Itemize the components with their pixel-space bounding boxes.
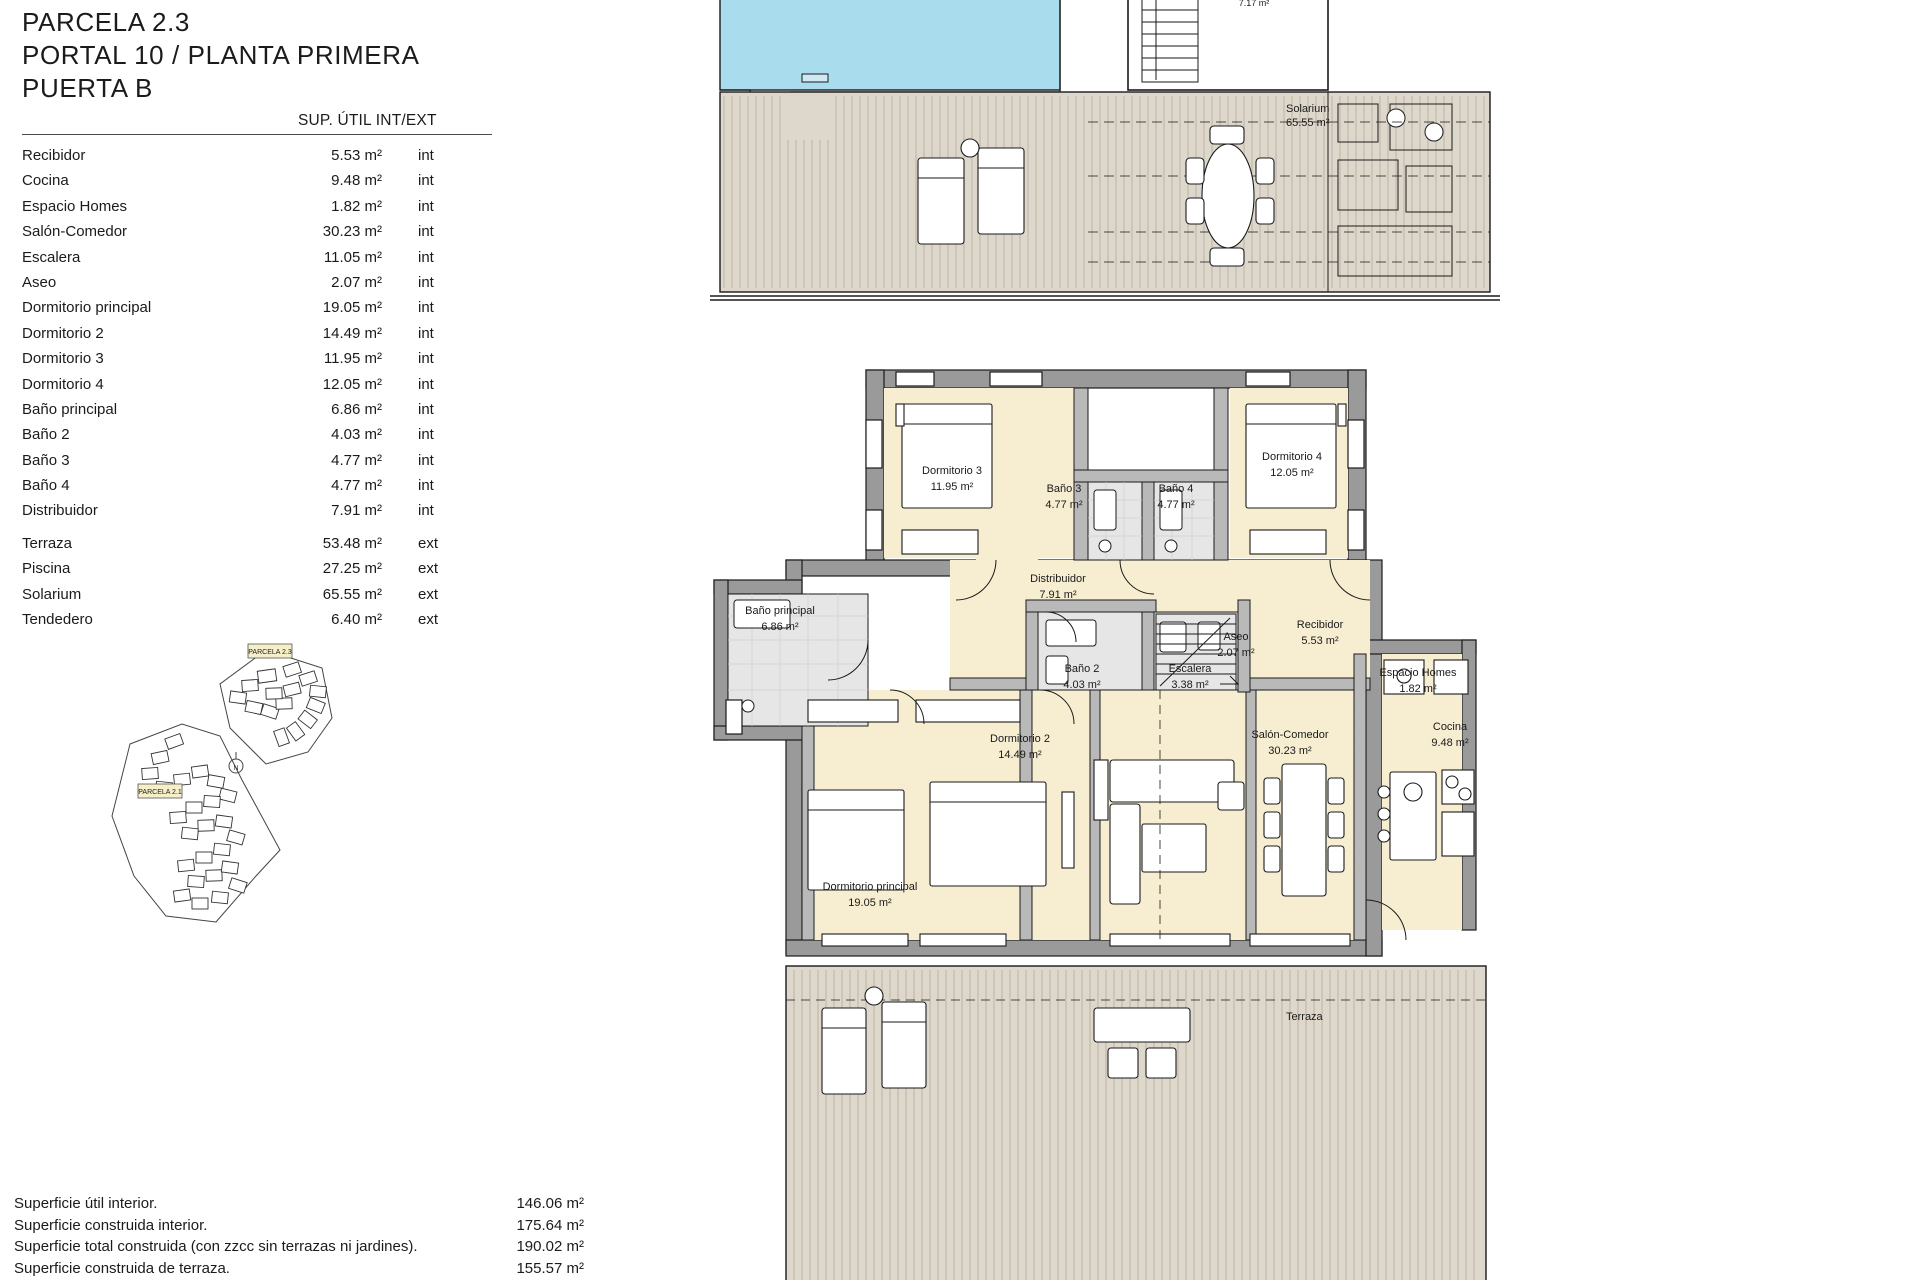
room-name: Baño principal (22, 401, 117, 418)
room-area: 5.53 m² (262, 147, 382, 164)
room-type: int (418, 452, 434, 469)
room-area: 4.77 m² (262, 477, 382, 494)
siteplan-tag-lower: PARCELA 2.1 (138, 789, 182, 796)
room-area: 4.77 m² (262, 452, 382, 469)
room-area: 27.25 m² (262, 560, 382, 577)
plan-label-dormitorio4-name: Dormitorio 4 (1262, 451, 1322, 463)
room-area: 14.49 m² (262, 325, 382, 342)
plan-label-distribuidor-name: Distribuidor (1030, 573, 1086, 585)
page-title-line-1: PARCELA 2.3 (22, 6, 420, 39)
room-name: Dormitorio 4 (22, 376, 104, 393)
table-row (22, 170, 492, 195)
table-row (22, 323, 492, 348)
plan-label-dormitorio3-name: Dormitorio 3 (922, 465, 982, 477)
room-area: 9.48 m² (262, 172, 382, 189)
plan-label-bano2-area: 4.03 m² (1063, 679, 1101, 691)
summary-row (14, 1260, 674, 1281)
sofa (1110, 760, 1234, 802)
table-row (22, 450, 492, 475)
room-type: int (418, 172, 434, 189)
plan-label-solarium-area: 65.55 m² (1286, 117, 1330, 129)
parcel-outline-lower (112, 724, 280, 922)
room-schedule-table (22, 145, 492, 634)
summary-row (14, 1217, 674, 1239)
summary-label: Superficie construida de terraza. (14, 1260, 230, 1277)
table-row (22, 609, 492, 634)
summary-row (14, 1238, 674, 1260)
upper-small-area-label: 7.17 m² (1239, 0, 1270, 8)
room-type: int (418, 477, 434, 494)
room-area: 2.07 m² (262, 274, 382, 291)
upper-plan-solarium (710, 0, 1500, 300)
room-type: int (418, 502, 434, 519)
room-name: Recibidor (22, 147, 85, 164)
room-type: int (418, 274, 434, 291)
room-area: 7.91 m² (262, 502, 382, 519)
table-row (22, 297, 492, 322)
room-area: 11.05 m² (262, 249, 382, 266)
plan-label-dormitorio-principal-name: Dormitorio principal (823, 881, 918, 893)
room-name: Espacio Homes (22, 198, 127, 215)
page-title-line-3: PUERTA B (22, 72, 420, 105)
plan-label-bano4-area: 4.77 m² (1157, 499, 1195, 511)
plan-label-dormitorio2-name: Dormitorio 2 (990, 733, 1050, 745)
table-row (22, 221, 492, 246)
plan-label-bano4-name: Baño 4 (1159, 483, 1194, 495)
coffee-table (1142, 824, 1206, 872)
room-area: 53.48 m² (262, 535, 382, 552)
room-area: 65.55 m² (262, 586, 382, 603)
room-name: Dormitorio 3 (22, 350, 104, 367)
plan-label-bano2-name: Baño 2 (1065, 663, 1100, 675)
room-name: Escalera (22, 249, 80, 266)
table-row (22, 558, 492, 583)
room-type: int (418, 147, 434, 164)
plan-label-bano-principal-area: 6.86 m² (761, 621, 799, 633)
north-arrow-icon (229, 752, 243, 773)
table-row (22, 584, 492, 609)
room-type: int (418, 350, 434, 367)
room-name: Terraza (22, 535, 72, 552)
title-block (22, 6, 420, 105)
table-row (22, 348, 492, 373)
room-name: Tendedero (22, 611, 93, 628)
summary-label: Superficie total construida (con zzcc sin terrazas ni jardines). (14, 1238, 418, 1255)
plan-label-espacio-homes-name: Espacio Homes (1379, 667, 1457, 679)
room-name: Aseo (22, 274, 56, 291)
plan-label-escalera-area: 3.38 m² (1171, 679, 1209, 691)
plan-label-recibidor-area: 5.53 m² (1301, 635, 1339, 647)
plan-label-solarium-name: Solarium (1286, 103, 1329, 115)
room-name: Baño 4 (22, 477, 70, 494)
plan-label-salon-comedor-name: Salón-Comedor (1251, 729, 1328, 741)
room-type: int (418, 376, 434, 393)
info-panel (0, 0, 690, 1280)
room-name: Dormitorio principal (22, 299, 151, 316)
site-key-plan (70, 640, 390, 950)
room-area: 30.23 m² (262, 223, 382, 240)
room-name: Cocina (22, 172, 69, 189)
room-type: ext (418, 535, 438, 552)
plan-label-terraza: Terraza (1286, 1011, 1324, 1023)
room-type: int (418, 426, 434, 443)
table-row (22, 533, 492, 558)
room-name: Piscina (22, 560, 70, 577)
pool-shape (720, 0, 1060, 90)
main-floor-plan (714, 370, 1476, 960)
summary-value: 175.64 m² (434, 1217, 584, 1234)
room-type: ext (418, 611, 438, 628)
plan-label-dormitorio4-area: 12.05 m² (1270, 467, 1314, 479)
room-type: int (418, 249, 434, 266)
summary-label: Superficie construida interior. (14, 1217, 207, 1234)
plan-label-aseo-area: 2.07 m² (1217, 647, 1255, 659)
room-type: ext (418, 586, 438, 603)
table-row (22, 399, 492, 424)
dining-table (1282, 764, 1326, 896)
table-header-divider (22, 134, 492, 135)
room-type: int (418, 299, 434, 316)
plan-label-espacio-homes-area: 1.82 m² (1399, 683, 1437, 695)
room-area: 11.95 m² (262, 350, 382, 367)
room-area: 6.40 m² (262, 611, 382, 628)
table-row (22, 272, 492, 297)
summary-value: 190.02 m² (434, 1238, 584, 1255)
room-name: Baño 2 (22, 426, 70, 443)
table-row (22, 196, 492, 221)
summary-label: Superficie útil interior. (14, 1195, 157, 1212)
plan-label-distribuidor-area: 7.91 m² (1039, 589, 1077, 601)
plan-label-aseo-name: Aseo (1223, 631, 1248, 643)
room-type: int (418, 223, 434, 240)
plan-label-bano3-area: 4.77 m² (1045, 499, 1083, 511)
summary-value: 155.57 m² (434, 1260, 584, 1277)
table-row (22, 145, 492, 170)
svg-text:N: N (233, 765, 238, 772)
table-row (22, 247, 492, 272)
table-columns-header: SUP. ÚTIL INT/EXT (298, 112, 437, 130)
plan-label-bano-principal-name: Baño principal (745, 605, 815, 617)
plan-label-dormitorio-principal-area: 19.05 m² (848, 897, 892, 909)
lower-terrace (786, 966, 1486, 1280)
page-title-line-2: PORTAL 10 / PLANTA PRIMERA (22, 39, 420, 72)
plan-label-dormitorio2-area: 14.49 m² (998, 749, 1042, 761)
room-area: 12.05 m² (262, 376, 382, 393)
table-row (22, 475, 492, 500)
room-area: 6.86 m² (262, 401, 382, 418)
room-area: 1.82 m² (262, 198, 382, 215)
room-name: Dormitorio 2 (22, 325, 104, 342)
plan-label-escalera-name: Escalera (1169, 663, 1213, 675)
table-row (22, 374, 492, 399)
summary-value: 146.06 m² (434, 1195, 584, 1212)
plan-label-cocina-area: 9.48 m² (1431, 737, 1469, 749)
room-type: int (418, 401, 434, 418)
room-type: int (418, 325, 434, 342)
room-name: Salón-Comedor (22, 223, 127, 240)
room-name: Distribuidor (22, 502, 98, 519)
siteplan-tag-upper: PARCELA 2.3 (248, 649, 292, 656)
area-summary (14, 1195, 674, 1281)
room-name: Baño 3 (22, 452, 70, 469)
table-row (22, 424, 492, 449)
plan-label-dormitorio3-area: 11.95 m² (931, 481, 974, 493)
plan-label-recibidor-name: Recibidor (1297, 619, 1344, 631)
plan-label-cocina-name: Cocina (1433, 721, 1468, 733)
room-name: Solarium (22, 586, 81, 603)
table-row (22, 500, 492, 525)
plan-label-salon-comedor-area: 30.23 m² (1268, 745, 1312, 757)
floor-plan-drawing (690, 0, 1920, 1280)
room-area: 4.03 m² (262, 426, 382, 443)
summary-row (14, 1195, 674, 1217)
plan-label-bano3-name: Baño 3 (1047, 483, 1082, 495)
room-area: 19.05 m² (262, 299, 382, 316)
room-type: int (418, 198, 434, 215)
room-type: ext (418, 560, 438, 577)
